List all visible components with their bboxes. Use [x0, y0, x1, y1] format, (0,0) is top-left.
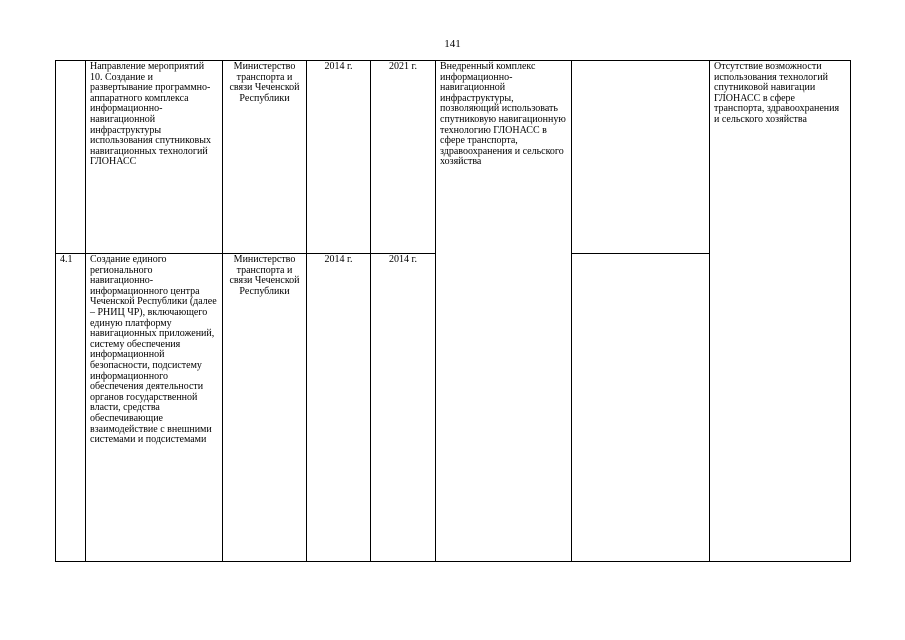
table-row — [56, 61, 851, 254]
expected-result-cell: Внедренный комплекс информационно-навигационной инфраструктуры, позволяющий использовать спутниковую навигационную технологию ГЛОНАСС в сфере транспорта, здравоохранения и сельского хозяйства — [436, 61, 572, 562]
relation-cell — [572, 254, 710, 562]
end-date-cell: 2014 г. — [371, 254, 436, 562]
row-number-cell: 4.1 — [56, 254, 86, 562]
consequences-cell: Отсутствие возможности использования технологий спутниковой навигации ГЛОНАСС в сфере транспорта, здравоохранения и сельского хозяйства — [710, 61, 851, 562]
activity-name-cell: Направление мероприятий 10. Создание и развертывание программно-аппаратного комплекса информационно-навигационной инфраструктуры использования спутниковых навигационных технологий ГЛОНАСС — [86, 61, 223, 254]
relation-cell — [572, 61, 710, 254]
page-number: 141 — [444, 38, 461, 50]
row-number-cell — [56, 61, 86, 254]
executor-cell: Министерство транспорта и связи Чеченской Республики — [223, 254, 307, 562]
executor-cell: Министерство транспорта и связи Чеченской Республики — [223, 61, 307, 254]
start-date-cell: 2014 г. — [307, 254, 371, 562]
start-date-cell: 2014 г. — [307, 61, 371, 254]
activity-name-cell: Создание единого регионального навигационно-информационного центра Чеченской Республики (далее – РНИЦ ЧР), включающего единую платформу навигационных приложений, систему обеспечения информационной безопасности, подсистему информационного обеспечения деятельности органов государственной власти, средства обеспечивающие взаимодействие с внешними системами и подсистемами — [86, 254, 223, 562]
program-activities-table — [55, 60, 851, 562]
end-date-cell: 2021 г. — [371, 61, 436, 254]
